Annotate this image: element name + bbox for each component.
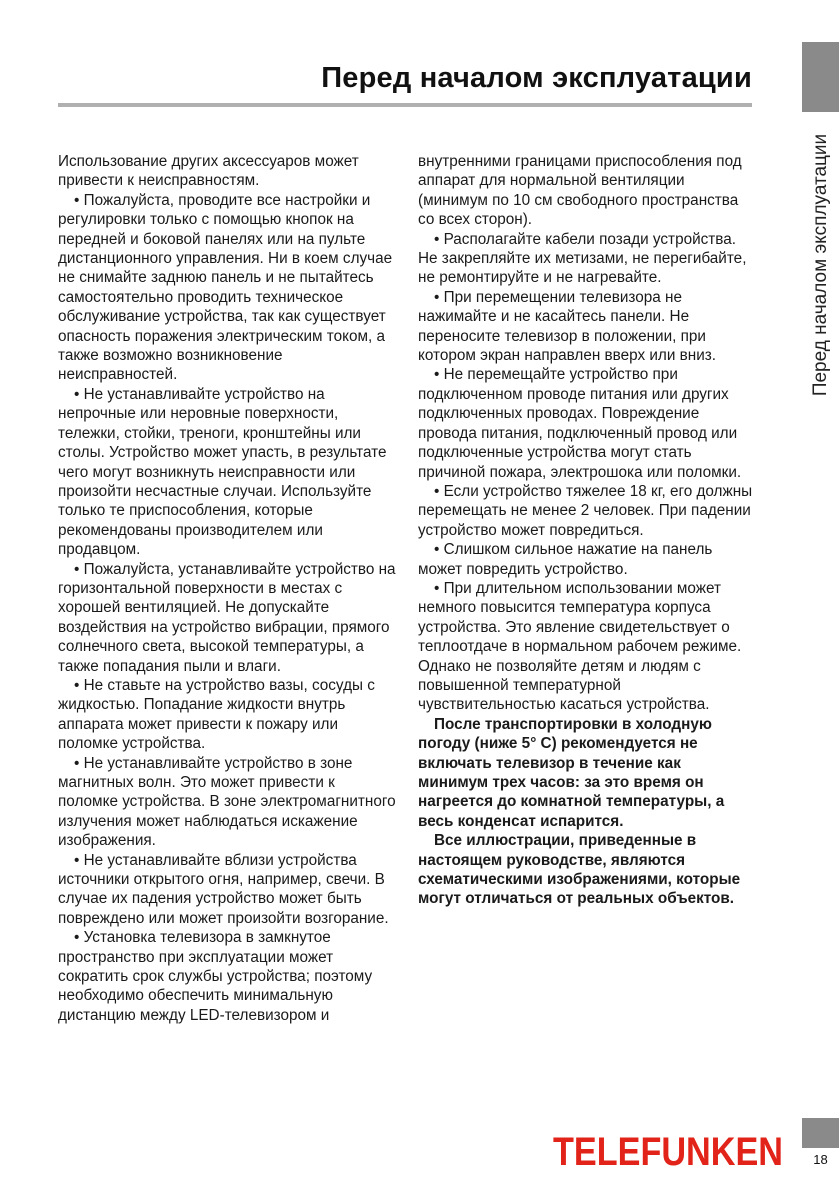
side-tab [802,120,839,410]
brand-wordmark: TELEFUNKEN [553,1132,783,1170]
paragraph: • Установка телевизора в замкнутое пространство при эксплуатации может сократить срок службы устройства; поэтому необходимо обеспечить минимальную дистанцию между LED-телевизором и [58,929,373,1024]
paragraph: • Не устанавливайте устройство в зоне магнитных волн. Это может привести к поломке устройства. В зоне электромагнитного излучения может наблюдаться искажение изображения. [58,754,396,850]
paragraph: • Не устанавливайте вблизи устройства источники открытого огня, например, свечи. В случае их падения устройство может быть повреждено или может произойти возгорание. [58,851,389,927]
paragraph: • Не ставьте на устройство вазы, сосуды с жидкостью. Попадание жидкости внутрь аппарата может привести к пожару или поломке устройства. [58,676,375,753]
right-column [418,152,754,909]
page-title: Перед началом эксплуатации [321,62,752,94]
paragraph: • Не перемещайте устройство при подключенном проводе питания или других подключенных проводах. Повреждение провода питания, подключенный провод или подключенные устройства могут стать причиной пожара, электрошока или поломки. [418,366,742,481]
paragraph: Использование других аксессуаров может привести к неисправностям. [58,153,359,190]
paragraph: • Если устройство тяжелее 18 кг, его должны перемещать не менее 2 человек. При падении устройство может повредиться. [418,482,753,539]
transport-note: После транспортировки в холодную погоду (ниже 5° С) рекомендуется не включать телевизор в течение как минимум трех часов: за это время он нагреется до комнатной температуры, а весь конденсат испарится. [418,715,725,830]
page-number: 18 [813,1152,828,1167]
paragraph: • Располагайте кабели позади устройства. Не закрепляйте их метизами, не перегибайте, не ремонтируйте и не нагревайте. [418,230,747,287]
side-tab-marker [802,42,839,112]
paragraph: • Слишком сильное нажатие на панель может повредить устройство. [418,541,713,578]
title-divider [58,103,752,107]
left-column [58,152,398,1025]
side-tab-label: Перед началом эксплуатации [809,133,831,397]
page-number-marker [802,1118,839,1148]
paragraph: • При перемещении телевизора не нажимайте и не касайтесь панели. Не переносите телевизор в положении, при котором экран направлен вверх или вниз. [418,288,716,365]
paragraph: • Не устанавливайте устройство на непрочные или неровные поверхности, тележки, стойки, треноги, кронштейны или столы. Устройство может упасть, в результате чего могут возникнуть неисправности или произойти несчастные случаи. Используйте только те приспособления, которые рекомендованы производителем или продавцом. [58,385,387,559]
paragraph: • Пожалуйста, проводите все настройки и регулировки только с помощью кнопок на передней и боковой панелях или на пульте дистанционного управления. Ни в коем случае не снимайте заднюю панель и не пытайтесь самостоятельно проводить техническое обслуживание устройства, так как существует опасность поражения электрическим током, а также возможно возникновение неисправностей. [58,191,393,384]
illustrations-note: Все иллюстрации, приведенные в настоящем руководстве, являются схематическими изображениями, которые могут отличаться от реальных объектов. [418,832,741,908]
paragraph: внутренними границами приспособления под аппарат для нормальной вентиляции (минимум по 10 см свободного пространства со всех сторон). [418,153,742,229]
paragraph: • При длительном использовании может немного повысится температура корпуса устройства. Это явление свидетельствует о теплоотдаче в нормальном рабочем режиме. Однако не позволяйте детям и людям с повышенной температурной чувствительностью касаться устройства. [418,579,742,714]
paragraph: • Пожалуйста, устанавливайте устройство на горизонтальной поверхности в местах с хорошей вентиляцией. Не допускайте воздействия на устройство вибрации, прямого солнечного света, высокой температуры, а также попадания пыли и влаги. [58,560,396,675]
telefunken-logo [552,1132,784,1170]
